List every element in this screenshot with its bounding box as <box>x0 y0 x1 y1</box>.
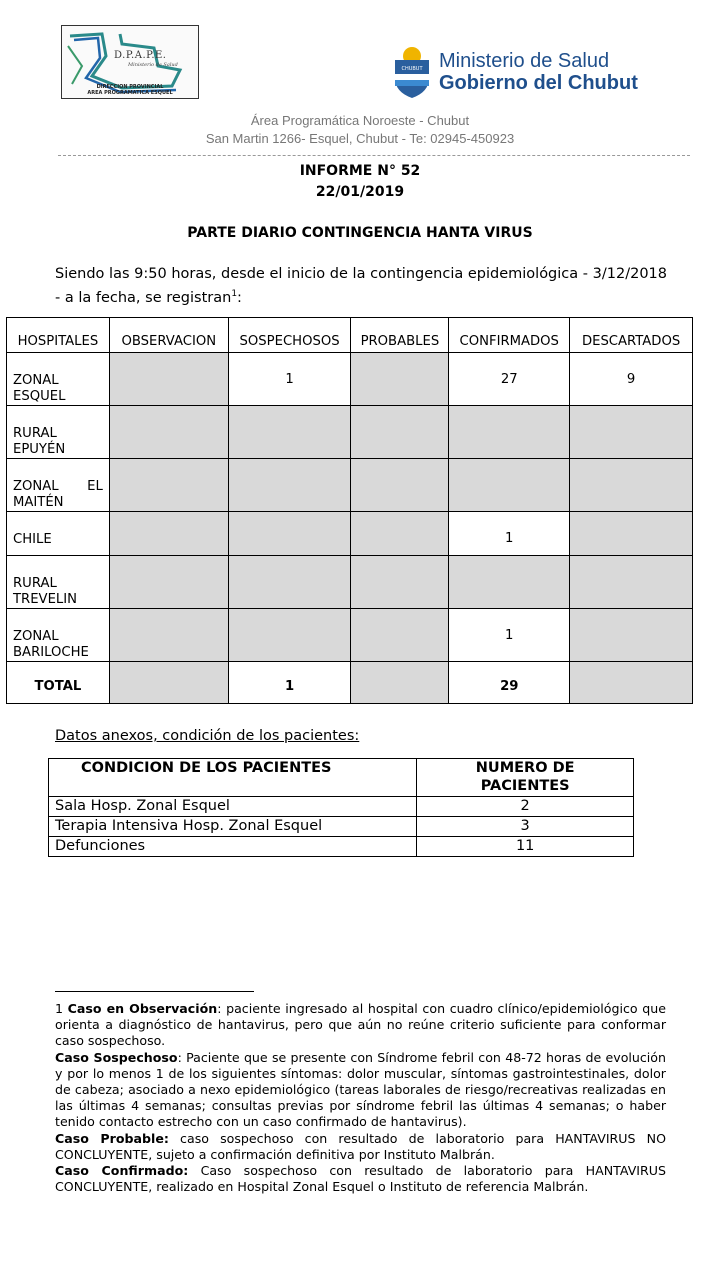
footnote-sospechoso <box>55 1050 666 1131</box>
col-header-descartados: DESCARTADOS <box>570 318 693 353</box>
confirmados-cell <box>449 406 570 459</box>
table-row <box>49 837 634 857</box>
table-row <box>7 609 693 662</box>
probables-cell <box>351 556 449 609</box>
report-number: INFORME N° 52 <box>299 163 421 179</box>
footnote-text: : paciente ingresado al hospital con cuadro clínico/epidemiológico que orienta a diagnóstico de hantavirus, pero que aún no reúne criterio suficiente para conformar caso sospechoso. <box>55 1001 666 1049</box>
observacion-cell <box>109 609 228 662</box>
condition-cell: Terapia Intensiva Hosp. Zonal Esquel <box>49 817 417 837</box>
dpape-logo <box>61 25 199 99</box>
dpape-subtitle: Ministerio de Salud <box>128 62 178 68</box>
observacion-cell <box>109 353 228 406</box>
ministry-subtitle: Gobierno del Chubut <box>439 72 638 94</box>
probables-cell <box>351 459 449 512</box>
area-line: Área Programática Noroeste - Chubut <box>250 113 470 128</box>
dpape-direction: DIRECCION PROVINCIAL <box>96 84 164 90</box>
count-cell: 2 <box>417 797 634 817</box>
sospechosos-cell <box>228 459 351 512</box>
sospechosos-cell <box>228 609 351 662</box>
descartados-cell <box>570 609 693 662</box>
footnote-term: Caso Sospechoso <box>55 1049 178 1065</box>
col-header-hospitales: HOSPITALES <box>7 318 110 353</box>
table-row <box>7 353 693 406</box>
count-header-line2: PACIENTES <box>480 778 570 794</box>
condition-cell: Sala Hosp. Zonal Esquel <box>49 797 417 817</box>
footnote-term: Caso Probable: <box>55 1130 169 1146</box>
hospital-name: ZONAL BARILOCHE <box>7 609 110 662</box>
confirmados-cell: 1 <box>449 512 570 556</box>
intro-end: : <box>237 289 242 306</box>
footnote-number: 1 <box>55 1001 64 1016</box>
hospital-name: RURAL TREVELIN <box>7 556 110 609</box>
footnote-text: caso sospechoso con resultado de laboratorio para HANTAVIRUS NO CONCLUYENTE, sujeto a confirmación definitiva por Instituto Malbrán. <box>55 1130 666 1162</box>
table-row <box>7 556 693 609</box>
footnote-text: : Paciente que se presente con Síndrome febril con 48-72 horas de evolución y por lo menos 1 de los siguientes síntomas: dolor muscular, síntomas gastrointestinales, dolor de cabeza; asociado a nexo epidemiológico (tareas laborales de riesgo/recreativas realizadas en las últimas 4 semanas; consultas previas por síndrome febril las últimas 4 semanas; o haber tenido contacto estrecho con un caso confirmado de hantavirus). <box>55 1049 666 1130</box>
report-title: PARTE DIARIO CONTINGENCIA HANTA VIRUS <box>187 225 533 241</box>
total-observacion <box>109 662 228 704</box>
footnote-confirmado <box>55 1163 666 1195</box>
descartados-cell <box>570 512 693 556</box>
footnote-term: Caso en Observación <box>67 1001 218 1016</box>
descartados-cell <box>570 406 693 459</box>
ministry-title: Ministerio de Salud <box>439 50 610 72</box>
observacion-cell <box>109 459 228 512</box>
intro-paragraph <box>55 264 667 308</box>
sospechosos-cell <box>228 406 351 459</box>
table-row <box>7 406 693 459</box>
col-header-condition: CONDICION DE LOS PACIENTES <box>49 759 417 797</box>
intro-text: Siendo las 9:50 horas, desde el inicio de la contingencia epidemiológica - 3/12/2018 - a la fecha, se registran <box>55 266 667 306</box>
hospital-name: ZONAL EL MAITÉN <box>7 459 110 512</box>
sospechosos-cell <box>228 556 351 609</box>
confirmados-cell <box>449 459 570 512</box>
cases-table <box>6 317 693 704</box>
footnote-text: Caso sospechoso con resultado de laboratorio para HANTAVIRUS CONCLUYENTE, realizado en Hospital Zonal Esquel o Instituto de referencia Malbrán. <box>55 1163 666 1195</box>
col-header-observacion: OBSERVACION <box>109 318 228 353</box>
probables-cell <box>351 512 449 556</box>
dpape-name: D.P.A.P.E. <box>114 50 167 61</box>
observacion-cell <box>109 512 228 556</box>
sospechosos-cell: 1 <box>228 353 351 406</box>
count-cell: 11 <box>417 837 634 857</box>
table-total-row <box>7 662 693 704</box>
shield-badge: CHUBUT <box>401 66 423 72</box>
footnote-probable <box>55 1131 666 1163</box>
col-header-probables: PROBABLES <box>351 318 449 353</box>
table-header-row <box>7 318 693 353</box>
count-header-line1: NUMERO DE <box>475 760 575 776</box>
hospital-name: ZONAL ESQUEL <box>7 353 110 406</box>
footnote-term: Caso Confirmado: <box>55 1163 189 1179</box>
total-descartados <box>570 662 693 704</box>
footnote-divider <box>55 991 254 992</box>
footnotes <box>55 1001 666 1195</box>
report-date: 22/01/2019 <box>315 184 405 200</box>
footnote-observacion <box>55 1001 666 1050</box>
total-confirmados: 29 <box>449 662 570 704</box>
table-row <box>49 817 634 837</box>
count-cell: 3 <box>417 817 634 837</box>
descartados-cell <box>570 459 693 512</box>
observacion-cell <box>109 406 228 459</box>
confirmados-cell <box>449 556 570 609</box>
sospechosos-cell <box>228 512 351 556</box>
confirmados-cell: 1 <box>449 609 570 662</box>
table-row <box>7 512 693 556</box>
total-label: TOTAL <box>7 662 110 704</box>
total-sospechosos: 1 <box>228 662 351 704</box>
confirmados-cell: 27 <box>449 353 570 406</box>
probables-cell <box>351 609 449 662</box>
descartados-cell: 9 <box>570 353 693 406</box>
hospital-name: RURAL EPUYÉN <box>7 406 110 459</box>
intro-footnote-ref: 1 <box>231 289 238 299</box>
ministry-logo <box>389 44 689 100</box>
col-header-sospechosos: SOSPECHOSOS <box>228 318 351 353</box>
patients-table <box>48 758 634 857</box>
header-divider <box>58 155 690 156</box>
col-header-count <box>417 759 634 797</box>
table-row <box>49 797 634 817</box>
annex-title: Datos anexos, condición de los pacientes: <box>55 728 360 744</box>
address-line: San Martin 1266- Esquel, Chubut - Te: 02945-450923 <box>205 131 515 146</box>
chubut-shield-icon <box>389 44 435 100</box>
annex-header-row <box>49 759 634 797</box>
probables-cell <box>351 406 449 459</box>
table-row <box>7 459 693 512</box>
hospital-name: CHILE <box>7 512 110 556</box>
probables-cell <box>351 353 449 406</box>
col-header-confirmados: CONFIRMADOS <box>449 318 570 353</box>
total-probables <box>351 662 449 704</box>
descartados-cell <box>570 556 693 609</box>
dpape-area: AREA PROGRAMATICA ESQUEL <box>87 90 173 96</box>
observacion-cell <box>109 556 228 609</box>
condition-cell: Defunciones <box>49 837 417 857</box>
